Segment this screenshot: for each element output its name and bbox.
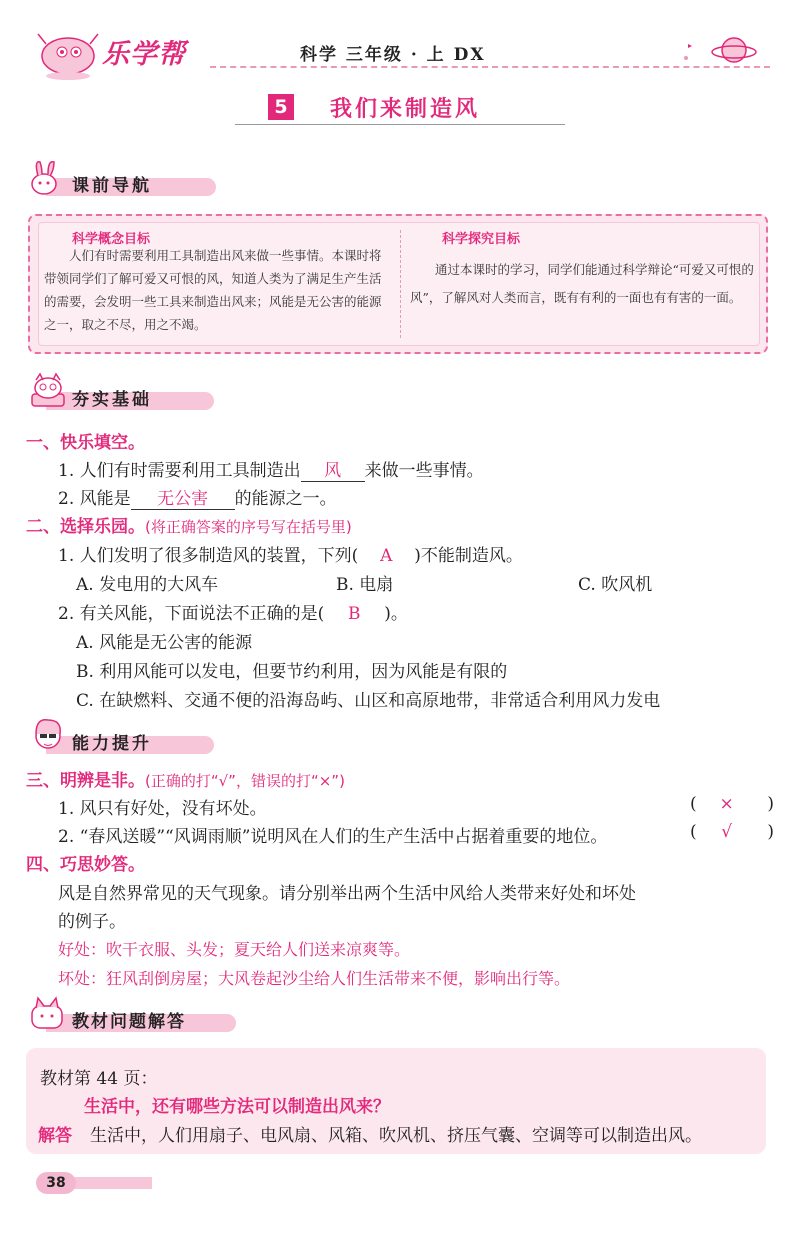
- question-heading-3: [26, 766, 345, 791]
- item-text: 2. 有关风能，下面说法不正确的是(: [58, 604, 325, 624]
- goals-divider: [400, 230, 401, 338]
- cat-mascot-icon: [28, 992, 68, 1032]
- owl-mascot-icon: [28, 370, 68, 410]
- fill-blank-item-2: [58, 484, 337, 510]
- option-a: A. 发电用的大风车: [76, 575, 219, 595]
- judge-item-1: 1. 风只有好处，没有坏处。: [58, 799, 267, 819]
- question-heading-2: [26, 512, 352, 537]
- heading-note: (将正确答案的序号写在括号里): [145, 518, 352, 536]
- fill-blank-item-1: [58, 456, 484, 482]
- section-title: 能力提升: [72, 734, 152, 754]
- question-heading-4: 四、巧思妙答。: [26, 855, 145, 875]
- answer-good: 好处：吹干衣服、头发；夏天给人们送来凉爽等。: [58, 940, 411, 959]
- lesson-number-badge: 5: [268, 94, 294, 120]
- textbook-answer: [38, 1121, 702, 1146]
- item-text: 1. 人们发明了很多制造风的装置，下列(: [58, 546, 359, 566]
- heading-note: (正确的打“√”，错误的打“×”): [145, 772, 345, 790]
- item-text: )不能制造风。: [414, 546, 523, 566]
- title-underline: [235, 124, 565, 125]
- section-title: 课前导航: [72, 176, 152, 196]
- answer-mark: ×: [719, 794, 734, 814]
- choice-item-2: [58, 599, 408, 624]
- section-title: 教材问题解答: [72, 1012, 186, 1032]
- answer-choice: A: [380, 546, 393, 566]
- answer-label: 解答: [38, 1126, 72, 1146]
- item-text: 来做一些事情。: [364, 461, 484, 481]
- book-info: 科学 三年级 · 上 DX: [300, 45, 486, 65]
- section-banner-basics: [28, 384, 218, 410]
- question-text-line-1: 风是自然界常见的天气现象。请分别举出两个生活中风给人类带来好处和坏处: [58, 884, 636, 904]
- option-c: C. 在缺燃料、交通不便的沿海岛屿、山区和高原地带，非常适合利用风力发电: [76, 691, 661, 711]
- section-banner-preview: [28, 170, 218, 196]
- item-text: 1. 人们有时需要利用工具制造出: [58, 461, 301, 481]
- option-a: A. 风能是无公害的能源: [76, 633, 253, 653]
- answer-blank: 无公害: [131, 484, 235, 510]
- option-b: B. 电扇: [336, 575, 394, 595]
- answer-choice: B: [348, 604, 361, 624]
- answer-bad: 坏处：狂风刮倒房屋；大风卷起沙尘给人们生活带来不便，影响出行等。: [58, 969, 571, 988]
- judge-item-2: 2. “春风送暖”“风调雨顺”说明风在人们的生产生活中占据着重要的地位。: [58, 827, 608, 847]
- section-banner-ability: [28, 728, 218, 754]
- textbook-question: 生活中，还有哪些方法可以制造出风来？: [84, 1097, 390, 1117]
- rabbit-mascot-icon: [28, 156, 64, 196]
- inquiry-goal-title: 科学探究目标: [442, 232, 521, 247]
- section-title: 夯实基础: [72, 390, 152, 410]
- heading-text: 二、选择乐园。: [26, 517, 145, 537]
- heading-text: 三、明辨是非。: [26, 771, 145, 791]
- planet-icon: [682, 30, 762, 70]
- section-banner-textbook: [28, 1006, 228, 1032]
- option-c: C. 吹风机: [578, 575, 653, 595]
- choice-item-1: [58, 541, 523, 566]
- item-text: )。: [384, 604, 408, 624]
- answer-mark: √: [721, 822, 733, 842]
- brand-logo-text: 乐学帮: [102, 39, 186, 70]
- lesson-title: 我们来制造风: [330, 96, 481, 122]
- concept-goal-title: 科学概念目标: [72, 232, 151, 247]
- inquiry-goal-text: 通过本课时的学习，同学们能通过科学辩论“可爱又可恨的风”，了解风对人类而言，既有有利的一面也有有害的一面。: [410, 262, 754, 305]
- concept-goal-text: 人们有时需要利用工具制造出风来做一些事情。本课时将带领同学们了解可爱又可恨的风，知道人类为了满足生产生活的需要，会发明一些工具来制造出风来；风能是无公害的能源之一，取之不尽，用之不竭。: [44, 248, 382, 332]
- judge-answer-2: ( √ ): [690, 822, 774, 842]
- question-heading-1: 一、快乐填空。: [26, 433, 145, 453]
- item-text: 2. 风能是: [58, 489, 131, 509]
- question-text-line-2: 的例子。: [58, 912, 126, 932]
- option-b: B. 利用风能可以发电，但要节约利用，因为风能是有限的: [76, 662, 508, 682]
- girl-mascot-icon: [28, 714, 68, 756]
- item-text: 的能源之一。: [234, 489, 337, 509]
- answer-text: 生活中，人们用扇子、电风扇、风箱、吹风机、挤压气囊、空调等可以制造出风。: [90, 1126, 702, 1146]
- page-number: 38: [36, 1172, 76, 1194]
- judge-answer-1: ( × ): [690, 794, 774, 814]
- textbook-page-ref: 教材第 44 页：: [40, 1069, 158, 1089]
- answer-blank: 风: [301, 456, 365, 482]
